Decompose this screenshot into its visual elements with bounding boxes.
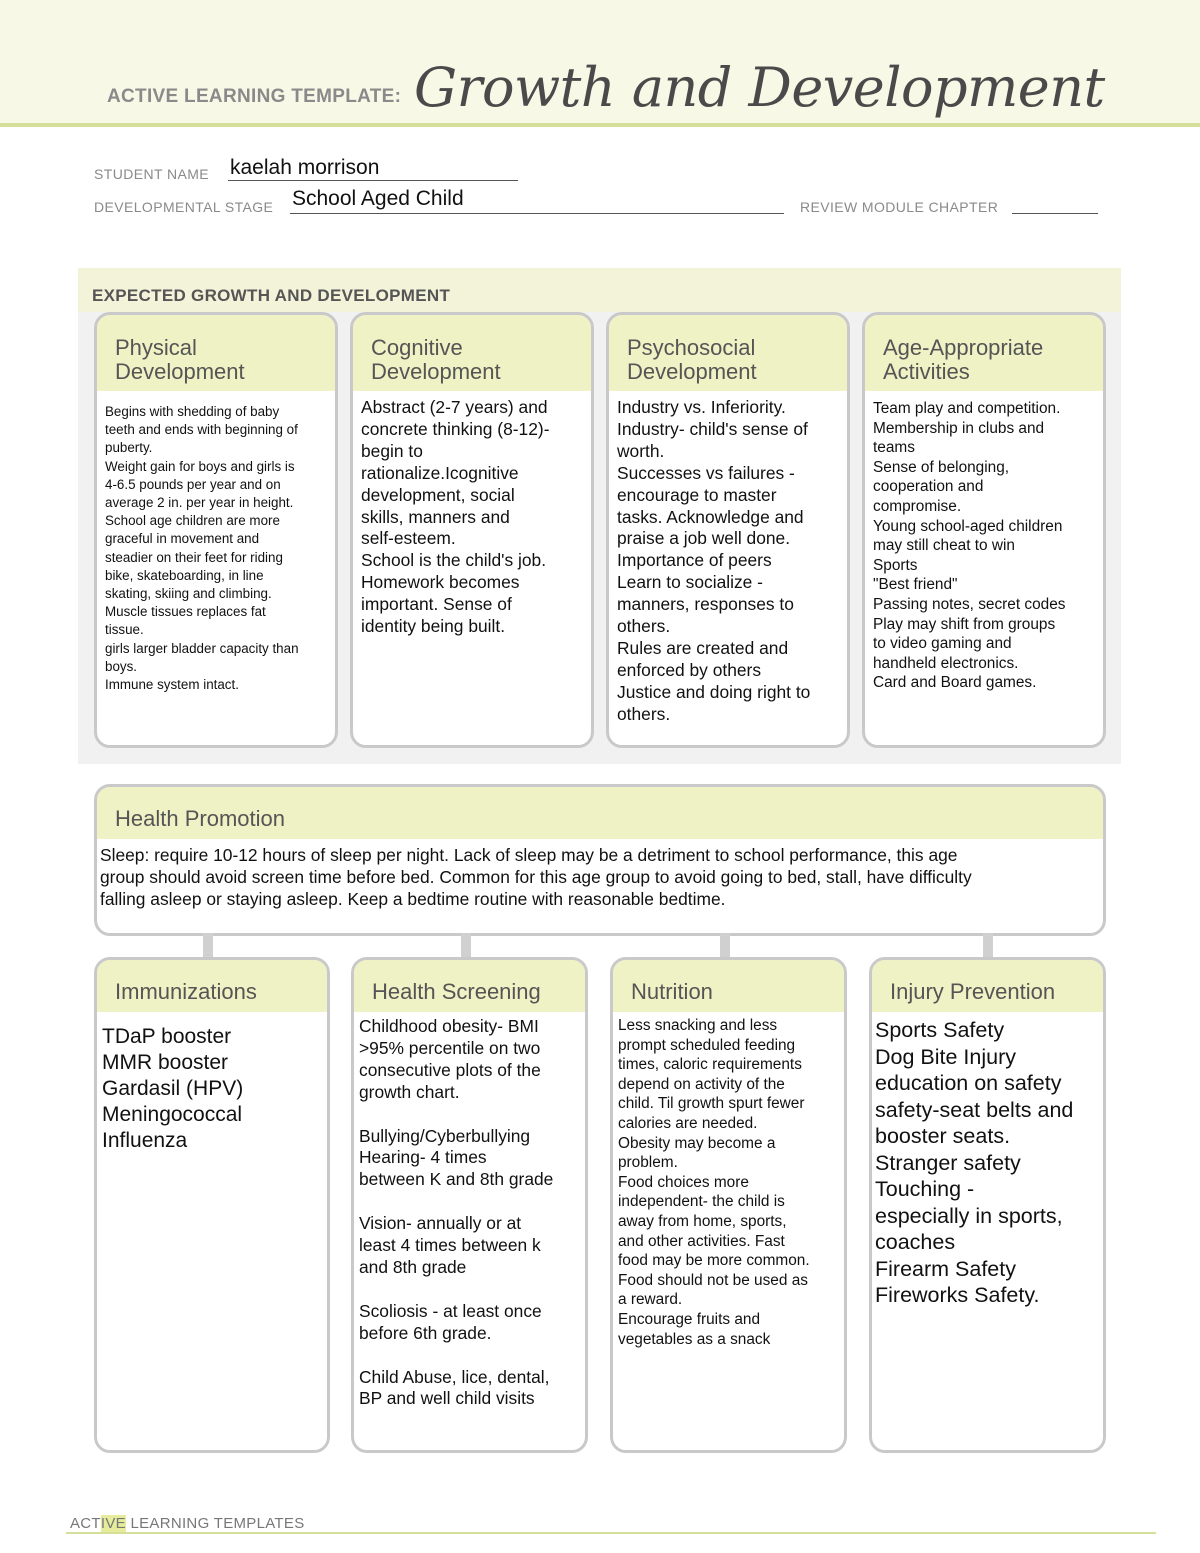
health-promotion-title: Health Promotion: [115, 806, 285, 831]
health-screening-title: Health Screening: [372, 979, 541, 1004]
expected-growth-title: EXPECTED GROWTH AND DEVELOPMENT: [92, 286, 451, 305]
developmental-stage-value[interactable]: School Aged Child: [292, 187, 464, 210]
developmental-stage-label: DEVELOPMENTAL STAGE: [94, 199, 274, 215]
immunizations-card: [94, 957, 330, 1453]
immunizations-body[interactable]: TDaP booster MMR booster Gardasil (HPV) Meningococcal Influenza: [102, 1025, 244, 1153]
physical-development-body[interactable]: Begins with shedding of baby teeth and ends with beginning of puberty. Weight gain for boys and girls is 4-6.5 pounds per year and on average 2 in. per year in height. School age children are more graceful in movement and steadier on their feet for riding bike, skateboarding, in line skating, skiing and climbing. Muscle tissues replaces fat tissue. girls larger bladder capacity than boys. Immune system intact.: [105, 404, 299, 693]
template-title: Growth and Development: [414, 56, 1105, 119]
footer-rule: [66, 1532, 1156, 1534]
injury-prevention-body[interactable]: Sports Safety Dog Bite Injury education on safety safety-seat belts and booster seats. Stranger safety Touching - especially in sports, coaches Firearm Safety Fireworks Safety.: [875, 1018, 1074, 1307]
nutrition-card: [610, 957, 847, 1453]
physical-development-card: [94, 312, 338, 748]
connector: [983, 933, 993, 959]
template-label: ACTIVE LEARNING TEMPLATE:: [107, 86, 402, 107]
connector: [203, 933, 213, 959]
age-appropriate-activities-title: Age-Appropriate Activities: [883, 335, 1044, 384]
health-screening-body[interactable]: Childhood obesity- BMI >95% percentile on two consecutive plots of the growth chart. Bullying/Cyberbullying Hearing- 4 times between K and 8th grade Vision- annually or at least 4 times between k and 8th grade Scoliosis - at least once before 6th grade. Child Abuse, lice, dental, BP and well child visits: [359, 1016, 554, 1409]
nutrition-title: Nutrition: [631, 979, 713, 1004]
student-name-label: STUDENT NAME: [94, 166, 209, 182]
health-screening-card: [351, 957, 588, 1453]
cognitive-development-body[interactable]: Abstract (2-7 years) and concrete thinking (8-12)- begin to rationalize.Icognitive development, social skills, manners and self-esteem. School is the child's job. Homework becomes important. Sense of identity being built.: [361, 397, 550, 637]
health-promotion-body[interactable]: Sleep: require 10-12 hours of sleep per night. Lack of sleep may be a detriment to school performance, this age group should avoid screen time before bed. Common for this age group to avoid going to bed, stall, have difficulty falling asleep or staying asleep. Keep a bedtime routine with reasonable bedtime.: [100, 845, 972, 909]
injury-prevention-title: Injury Prevention: [890, 979, 1056, 1004]
immunizations-title: Immunizations: [115, 979, 257, 1004]
age-appropriate-activities-body[interactable]: Team play and competition. Membership in clubs and teams Sense of belonging, cooperation and compromise. Young school-aged children may still cheat to win Sports "Best friend" Passing notes, secret codes Play may shift from groups to video gaming and handheld electronics. Card and Board games.: [873, 400, 1066, 692]
review-module-chapter-line[interactable]: [1012, 197, 1098, 214]
age-appropriate-activities-card: [862, 312, 1106, 748]
psychosocial-development-card: [606, 312, 850, 748]
footer-label: ACTIVE LEARNING TEMPLATES: [70, 1515, 305, 1532]
header-rule: [0, 123, 1200, 127]
student-name-value[interactable]: kaelah morrison: [230, 156, 380, 179]
review-module-chapter-label: REVIEW MODULE CHAPTER: [800, 199, 999, 215]
connector: [461, 933, 471, 959]
health-promotion-card: [94, 784, 1106, 936]
psychosocial-development-body[interactable]: Industry vs. Inferiority. Industry- child's sense of worth. Successes vs failures - encourage to master tasks. Acknowledge and praise a job well done. Importance of peers Learn to socialize - manners, responses to others. Rules are created and enforced by others Justice and doing right to others.: [617, 397, 811, 724]
cognitive-development-title: Cognitive Development: [371, 335, 501, 384]
physical-development-title: Physical Development: [115, 335, 245, 384]
connector: [720, 933, 730, 959]
cognitive-development-card: [350, 312, 594, 748]
expected-growth-header: [78, 268, 1121, 312]
footer-highlight: IVE: [100, 1515, 126, 1532]
nutrition-body[interactable]: Less snacking and less prompt scheduled feeding times, caloric requirements depend on activity of the child. Til growth spurt fewer calories are needed. Obesity may become a problem. Food choices more independent- the child is away from home, sports, and other activities. Fast food may be more common. Food should not be used as a reward. Encourage fruits and vegetables as a snack: [618, 1017, 810, 1348]
psychosocial-development-title: Psychosocial Development: [627, 335, 757, 384]
injury-prevention-card: [869, 957, 1106, 1453]
